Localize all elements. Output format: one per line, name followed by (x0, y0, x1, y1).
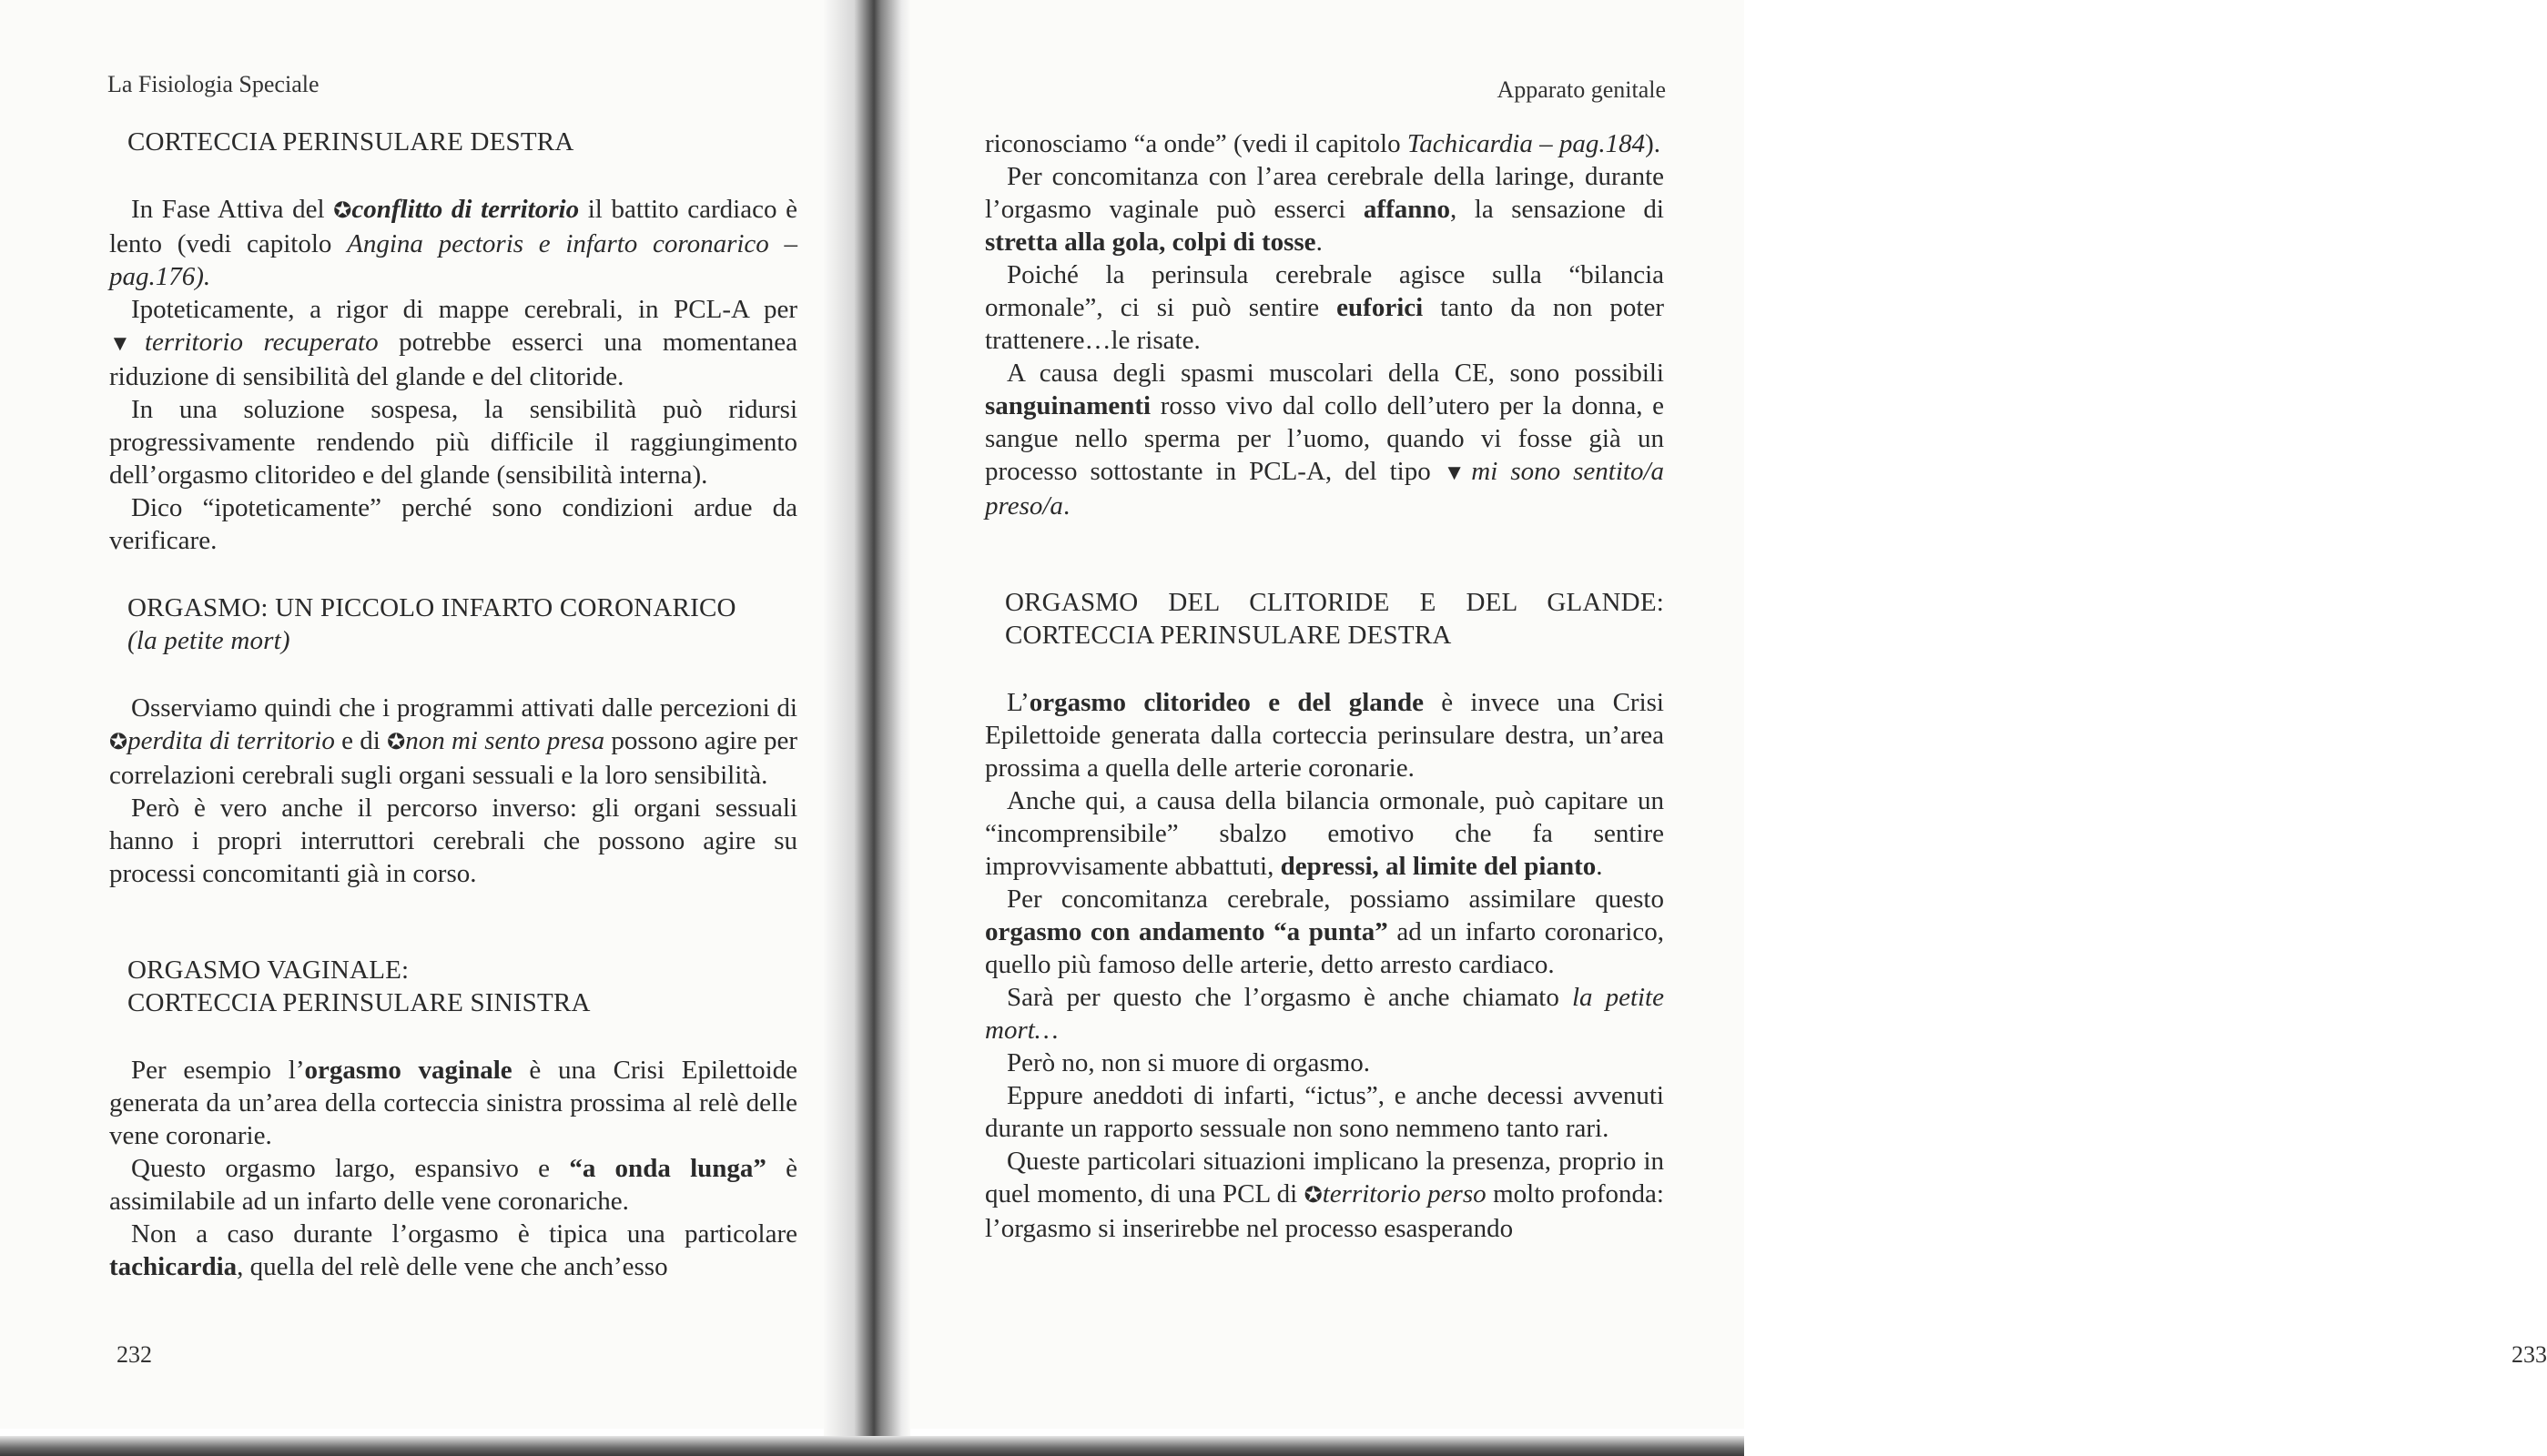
text-run: potrebbe esserci una momentanea riduzione di sensibilità del glande e del clitoride. (109, 328, 797, 391)
book-gutter-shadow (824, 0, 910, 1447)
text-run: e di (334, 726, 388, 755)
text-run: Poiché la perinsula cerebrale agisce sulla “bilancia ormonale”, ci si può sentire (985, 260, 1664, 322)
running-head-right: Apparato genitale (1497, 76, 1666, 103)
paragraph (985, 883, 1664, 981)
text-run: è assimilabile ad un infarto delle vene coronariche. (109, 1154, 798, 1216)
italic-text: territorio perso (1322, 1179, 1487, 1208)
text-run: Per esempio l’ (131, 1056, 305, 1085)
paragraph (985, 1079, 1664, 1145)
bold-text: stretta alla gola, colpi di tosse (985, 228, 1316, 257)
text-run: è una Crisi Epilettoide generata da un’area della corteccia sinistra prossima al relè delle vene coronarie. (109, 1056, 798, 1150)
text-run: Osserviamo quindi che i programmi attivati dalle percezioni di (131, 693, 797, 723)
text-run: , quella del relè delle vene che anch’esso (237, 1252, 668, 1281)
text-run: In una soluzione sospesa, la sensibilità può ridursi progressivamente rendendo più difficile il raggiungimento dell’orgasmo clitorideo e del glande (sensibilità interna). (109, 395, 797, 490)
triangle-down-icon: ▼ (1443, 461, 1472, 485)
text-run: Eppure aneddoti di infarti, “ictus”, e anche decessi avvenuti durante un rapporto sessuale non sono nemmeno tanto rari. (985, 1081, 1664, 1143)
text-run: il battito cardiaco è lento (vedi capitolo (109, 195, 797, 258)
text-run: Però no, non si muore di orgasmo. (1007, 1048, 1370, 1077)
text-run: Dico “ipoteticamente” perché sono condizioni ardue da verificare. (109, 493, 797, 555)
page-number-right: 233 (2511, 1341, 2547, 1368)
bold-text: “a onda lunga” (569, 1154, 766, 1183)
text-run: Per concomitanza cerebrale, possiamo assimilare questo (1007, 885, 1664, 914)
bold-text: sanguinamenti (985, 391, 1152, 420)
section-heading-line: CORTECCIA PERINSULARE SINISTRA (127, 988, 591, 1017)
text-run: . (1062, 491, 1071, 521)
paragraph (109, 1218, 797, 1283)
section-heading-orgasmo-vaginale (109, 954, 797, 1019)
section-heading-line: ORGASMO VAGINALE: (127, 956, 410, 985)
paragraph (985, 357, 1664, 522)
text-run: , la sensazione di (1449, 195, 1664, 224)
section-heading-line: ORGASMO DEL CLITORIDE E DEL GLANDE: (1005, 588, 1664, 617)
text-run: ad un infarto coronarico, quello più famoso delle arterie, detto arresto cardiaco. (985, 917, 1664, 979)
italic-text: la petite mort… (985, 983, 1664, 1045)
text-run: Sarà per questo che l’orgasmo è anche chiamato (1007, 983, 1572, 1012)
text-run: A causa degli spasmi muscolari della CE, sono possibili (1007, 359, 1664, 388)
text-run: Però è vero anche il percorso inverso: gli organi sessuali hanno i propri interruttori cerebrali che possono agire su processi concomitanti già in corso. (109, 794, 797, 888)
text-run: Anche qui, a causa della bilancia ormonale, può capitare un “incomprensibile” sbalzo emotivo che fa sentire improvvisamente abbattuti, (985, 786, 1664, 881)
text-run: molto profonda: l’orgasmo si inserirebbe nel processo esasperando (985, 1179, 1664, 1243)
paragraph (109, 393, 797, 491)
paragraph (985, 784, 1664, 883)
text-run: ). (1645, 129, 1661, 158)
bold-text (351, 195, 579, 224)
section-heading-orgasmo-clitoride (985, 586, 1664, 652)
circled-star-icon: ✪ (333, 199, 352, 223)
page-number-left: 232 (117, 1341, 152, 1368)
text-run: tanto da non poter trattenere…le risate. (985, 293, 1664, 355)
text-run: . (1315, 228, 1323, 257)
italic-text: perdita di territorio (127, 726, 335, 755)
text-run: è invece una Crisi Epilettoide generata dalla corteccia perinsulare destra, un’area prossima a quella delle arterie coronarie. (985, 688, 1664, 783)
text-run: Ipoteticamente, a rigor di mappe cerebrali, in PCL-A per (131, 295, 797, 324)
section-heading-title: ORGASMO: UN PICCOLO INFARTO CORONARICO (127, 593, 736, 622)
section-heading-line: CORTECCIA PERINSULARE DESTRA (1005, 621, 1452, 650)
paragraph (985, 127, 1664, 160)
bold-text: orgasmo clitorideo e del glande (1029, 688, 1424, 717)
paragraph (109, 491, 797, 557)
text-run: Non a caso durante l’orgasmo è tipica una particolare (131, 1219, 797, 1249)
circled-star-icon: ✪ (1304, 1184, 1323, 1208)
paragraph (109, 792, 797, 890)
text-run: . (1596, 852, 1603, 881)
left-page (0, 0, 865, 1429)
bold-text: tachicardia (109, 1252, 238, 1281)
circled-star-icon: ✪ (109, 731, 128, 754)
bold-text: depressi, al limite del pianto (1280, 852, 1597, 881)
text-run: In Fase Attiva del (131, 195, 334, 224)
text-run: possono agire per correlazioni cerebrali sugli organi sessuali e la loro sensibilità. (109, 726, 797, 790)
circled-star-icon: ✪ (387, 731, 406, 754)
paragraph (109, 1152, 797, 1218)
bold-text: affanno (1363, 195, 1450, 224)
paragraph (109, 193, 797, 293)
italic-text: Tachicardia – pag.184 (1406, 129, 1646, 158)
page-bottom-edge (0, 1436, 1744, 1456)
paragraph (109, 692, 797, 792)
text-run: rosso vivo dal collo dell’utero per la donna, e sangue nello sperma per l’uomo, quando vi fosse già un processo sottostante in PCL-A, del tipo (985, 391, 1664, 486)
section-heading-corteccia-destra: CORTECCIA PERINSULARE DESTRA (127, 127, 574, 157)
text-run: riconosciamo “a onde” (vedi il capitolo (985, 129, 1407, 158)
paragraph (985, 160, 1664, 258)
paragraph (985, 1145, 1664, 1245)
paragraph (985, 258, 1664, 357)
text-run: Questo orgasmo largo, espansivo e (131, 1154, 570, 1183)
paragraph (109, 293, 797, 393)
text-run: L’ (1007, 688, 1030, 717)
left-text-column (109, 126, 797, 1283)
text-run: Queste particolari situazioni implicano la presenza, proprio in quel momento, di una PCL di (985, 1147, 1664, 1208)
right-text-column (985, 127, 1664, 1245)
paragraph (109, 1054, 797, 1152)
italic-text: mi sono sentito/a preso/a (985, 457, 1665, 521)
italic-text: non mi sento presa (405, 726, 605, 755)
running-head-left: La Fisiologia Speciale (107, 71, 320, 97)
paragraph (985, 981, 1664, 1046)
paragraph (985, 1046, 1664, 1079)
italic-text: territorio recuperato (145, 328, 379, 357)
triangle-down-icon: ▼ (109, 332, 145, 356)
italic-text: Angina pectoris e infarto coronarico – pag.176). (109, 229, 797, 291)
section-heading-subtitle: (la petite mort) (127, 626, 290, 655)
bold-text: euforici (1336, 293, 1424, 322)
section-heading-orgasmo-infarto (109, 592, 797, 657)
bold-text: orgasmo con andamento “a punta” (985, 917, 1388, 946)
paragraph (985, 686, 1664, 784)
text-run: Per concomitanza con l’area cerebrale della laringe, durante l’orgasmo vaginale può esserci (985, 162, 1664, 224)
bold-text: orgasmo vaginale (304, 1056, 512, 1085)
emphasis-text: conflitto di territorio (351, 195, 580, 224)
